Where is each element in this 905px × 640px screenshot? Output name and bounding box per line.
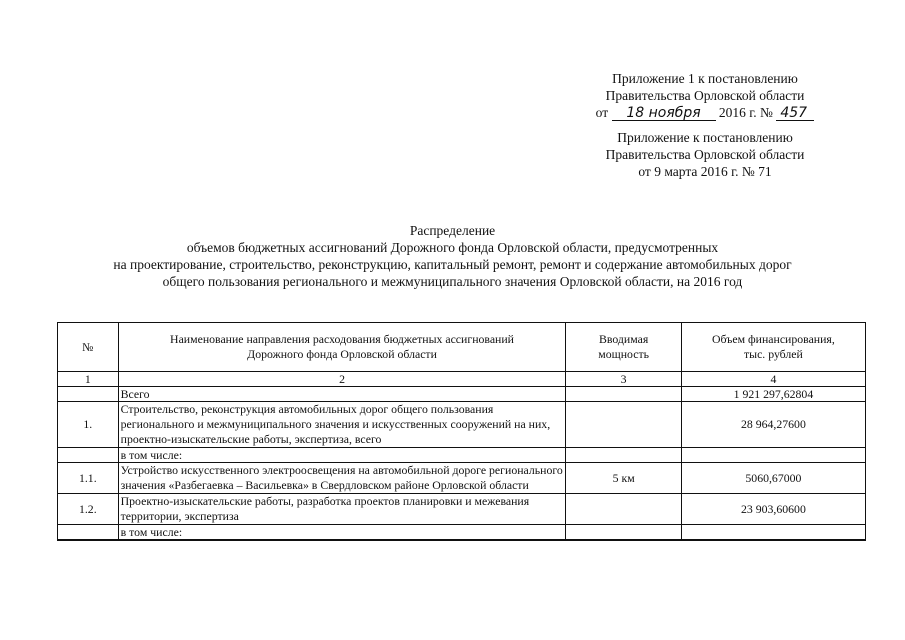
- header-name: [118, 323, 566, 372]
- appendix-line-4: Приложение к постановлению: [617, 130, 793, 145]
- cell-capacity: [566, 448, 681, 463]
- handwritten-date: 18 ноября: [612, 106, 716, 121]
- appendix-line-5: Правительства Орловской области: [605, 147, 805, 162]
- header-capacity: [566, 323, 681, 372]
- budget-table: [57, 322, 866, 541]
- heading-line-3: на проектирование, строительство, реконструкцию, капитальный ремонт, ремонт и содержание автомобильных дорог: [113, 257, 792, 272]
- document-heading: [30, 222, 875, 290]
- cell-name: Всего: [118, 387, 566, 402]
- header-volume: [681, 323, 865, 372]
- cell-no: 1.1.: [58, 463, 119, 494]
- header-volume-line-1: Объем финансирования,: [712, 332, 835, 346]
- table-header-row: [58, 323, 866, 372]
- heading-line-4: общего пользования регионального и межмуниципального значения Орловской области, на 2016 год: [162, 274, 743, 289]
- cell-volume: 1 921 297,62804: [681, 387, 865, 402]
- appendix-line-1: Приложение 1 к постановлению: [612, 71, 798, 86]
- cell-no: [58, 387, 119, 402]
- header-name-line-1: Наименование направления расходования бюджетных ассигнований: [170, 332, 514, 346]
- appendix-line-6: от 9 марта 2016 г. № 71: [638, 164, 772, 179]
- cell-no: 1.: [58, 402, 119, 448]
- heading-title: Распределение: [409, 223, 496, 238]
- table-row: [58, 463, 866, 494]
- appendix-date-line: [540, 104, 870, 121]
- table-row-subheading: [58, 448, 866, 463]
- cell-name: в том числе:: [118, 525, 566, 541]
- table-row-subheading: [58, 525, 866, 541]
- column-number: 4: [681, 372, 865, 387]
- cell-capacity: [566, 402, 681, 448]
- column-number-row: [58, 372, 866, 387]
- date-year: 2016 г. №: [718, 105, 773, 120]
- cell-name: Проектно-изыскательские работы, разработка проектов планировки и межевания территории, экспертиза: [118, 494, 566, 525]
- cell-volume: [681, 448, 865, 463]
- table-row-total: [58, 387, 866, 402]
- column-number: 1: [58, 372, 119, 387]
- cell-name: Строительство, реконструкция автомобильных дорог общего пользования регионального и межмуниципального значения и искусственных сооружений на них, проектно-изыскательские работы, экспертиза, всего: [118, 402, 566, 448]
- handwritten-number: 457: [776, 106, 814, 121]
- date-prefix: от: [595, 105, 609, 120]
- cell-volume: [681, 525, 865, 541]
- column-number: 3: [566, 372, 681, 387]
- cell-name: Устройство искусственного электроосвещения на автомобильной дороге регионального значения «Разбегаевка – Васильевка» в Свердловском районе Орловской области: [118, 463, 566, 494]
- header-volume-line-2: тыс. рублей: [743, 347, 803, 361]
- header-no: №: [58, 323, 119, 372]
- cell-volume: 5060,67000: [681, 463, 865, 494]
- cell-capacity: 5 км: [566, 463, 681, 494]
- header-capacity-line-2: мощность: [598, 347, 649, 361]
- cell-volume: 28 964,27600: [681, 402, 865, 448]
- header-capacity-line-1: Вводимая: [598, 332, 649, 346]
- header-name-line-2: Дорожного фонда Орловской области: [247, 347, 437, 361]
- cell-no: 1.2.: [58, 494, 119, 525]
- cell-capacity: [566, 387, 681, 402]
- column-number: 2: [118, 372, 566, 387]
- appendix-line-2: Правительства Орловской области: [605, 88, 805, 103]
- cell-no: [58, 525, 119, 541]
- cell-capacity: [566, 494, 681, 525]
- cell-no: [58, 448, 119, 463]
- appendix-block: [540, 70, 870, 180]
- table-row: [58, 402, 866, 448]
- cell-name: в том числе:: [118, 448, 566, 463]
- heading-line-2: объемов бюджетных ассигнований Дорожного фонда Орловской области, предусмотренных: [186, 240, 719, 255]
- cell-capacity: [566, 525, 681, 541]
- cell-volume: 23 903,60600: [681, 494, 865, 525]
- table-row: [58, 494, 866, 525]
